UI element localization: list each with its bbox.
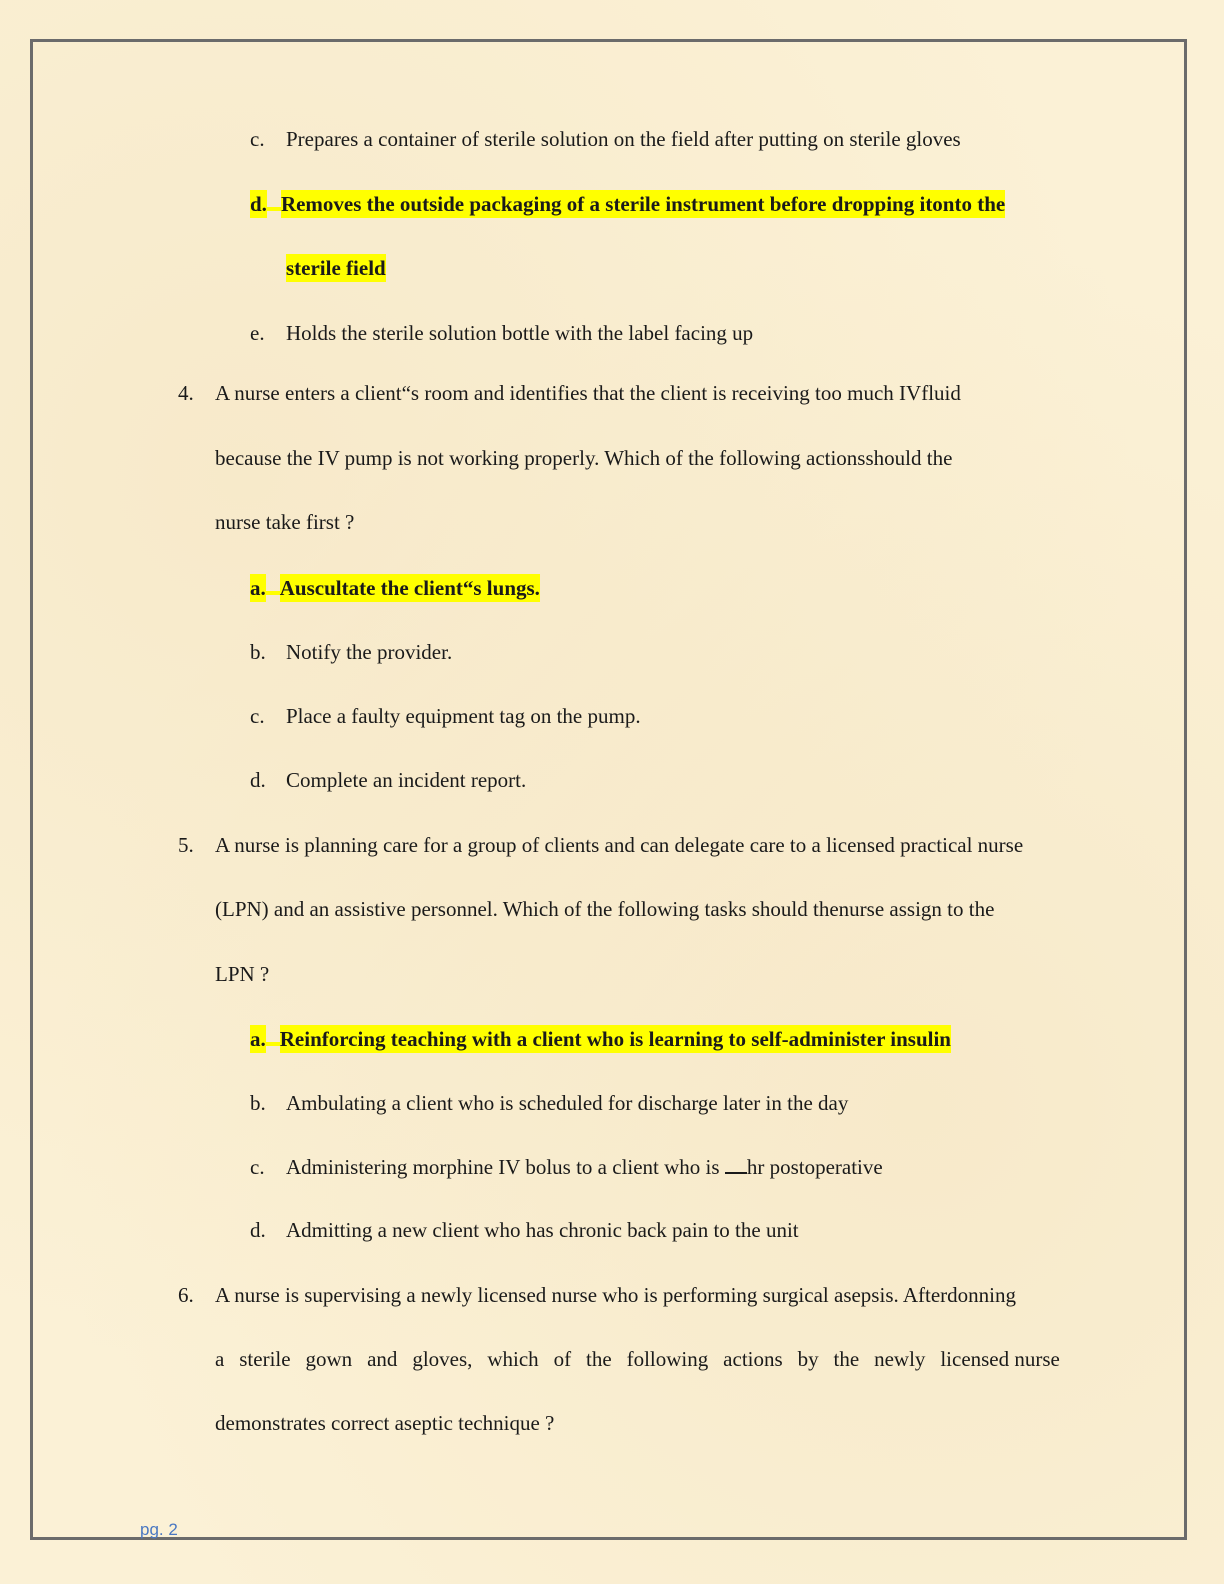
q3-option-c — [250, 126, 961, 152]
option-text: Admitting a new client who has chronic back pain to the unit — [286, 1218, 799, 1242]
option-text: Place a faulty equipment tag on the pump. — [286, 704, 641, 728]
option-letter: a. — [250, 1027, 266, 1051]
option-letter: e. — [250, 321, 265, 345]
stem-word: gloves, — [412, 1347, 473, 1371]
option-text: Prepares a container of sterile solution on the field after putting on sterile gloves — [286, 127, 961, 151]
option-text: Holds the sterile solution bottle with the label facing up — [286, 321, 754, 345]
option-letter: b. — [250, 640, 266, 664]
q6-stem-line1: A nurse is supervising a newly licensed nurse who is performing surgical asepsis. Afterdonning — [215, 1283, 1016, 1307]
q5-number: 5. — [178, 833, 194, 857]
q5-option-a-answer — [250, 1026, 951, 1052]
option-text: Ambulating a client who is scheduled for discharge later in the day — [286, 1091, 849, 1115]
q3-option-e — [250, 320, 754, 346]
q5-option-c — [250, 1154, 883, 1180]
stem-word: gown — [305, 1347, 353, 1371]
q5-option-b — [250, 1090, 849, 1116]
option-text: Reinforcing teaching with a client who is learning to self-administer insulin — [279, 1027, 951, 1051]
option-letter: b. — [250, 1091, 266, 1115]
stem-word: the — [833, 1347, 860, 1371]
q3-option-d-continuation — [286, 255, 386, 281]
q5-option-d — [250, 1217, 799, 1243]
option-letter: a. — [250, 576, 266, 600]
q4-option-a-answer — [250, 575, 540, 601]
option-text-line1: Removes the outside packaging of a sterile instrument before dropping itonto the — [280, 192, 1006, 216]
q4-option-c — [250, 703, 641, 729]
q4-option-d — [250, 767, 527, 793]
stem-word: which — [487, 1347, 539, 1371]
option-letter: d. — [250, 768, 266, 792]
option-letter: c. — [250, 1155, 265, 1179]
highlight-spacer — [266, 591, 280, 595]
option-text: Notify the provider. — [286, 640, 453, 664]
stem-word: actions — [723, 1347, 783, 1371]
option-text-after: hr postoperative — [746, 1155, 883, 1179]
option-letter: c. — [250, 127, 265, 151]
q6-number: 6. — [178, 1283, 194, 1307]
option-text: Auscultate the client“s lungs. — [279, 576, 540, 600]
stem-word: a — [215, 1347, 225, 1371]
highlight-spacer — [267, 207, 281, 211]
q4-stem-line1: A nurse enters a client“s room and identifies that the client is receiving too much IVfluid — [215, 381, 961, 405]
q3-option-d-answer — [250, 191, 1005, 217]
stem-word: the — [586, 1347, 612, 1371]
option-letter: c. — [250, 704, 265, 728]
q5-stem-line2: (LPN) and an assistive personnel. Which of the following tasks should thenurse assign to the — [215, 897, 995, 921]
stem-word: newly — [874, 1347, 926, 1371]
stem-word: of — [553, 1347, 572, 1371]
stem-word: and — [367, 1347, 398, 1371]
stem-word: by — [797, 1347, 819, 1371]
option-text: Complete an incident report. — [286, 768, 527, 792]
stem-word: following — [626, 1347, 709, 1371]
q4-number: 4. — [178, 381, 194, 405]
blank-line — [725, 1158, 747, 1174]
q6-stem-line3: demonstrates correct aseptic technique ? — [215, 1411, 555, 1435]
q5-stem-line3: LPN ? — [215, 962, 270, 986]
q4-stem-line3: nurse take first ? — [215, 510, 355, 534]
q4-stem-line2: because the IV pump is not working properly. Which of the following actionsshould the — [215, 446, 953, 470]
option-text — [286, 1154, 883, 1180]
option-letter: d. — [250, 1218, 266, 1242]
option-text-before: Administering morphine IV bolus to a client who is — [286, 1155, 725, 1179]
highlight-spacer — [266, 1042, 280, 1046]
stem-word: licensed nurse — [940, 1347, 1060, 1371]
stem-word: sterile — [239, 1347, 291, 1371]
q4-option-b — [250, 639, 453, 665]
q5-stem-line1: A nurse is planning care for a group of clients and can delegate care to a licensed practical nurse — [215, 833, 1024, 857]
page-number: pg. 2 — [140, 1520, 178, 1539]
page-border — [30, 39, 1187, 1540]
option-letter: d. — [250, 192, 267, 216]
option-text-line2: sterile field — [286, 256, 386, 280]
q6-stem-line2 — [215, 1346, 1060, 1372]
